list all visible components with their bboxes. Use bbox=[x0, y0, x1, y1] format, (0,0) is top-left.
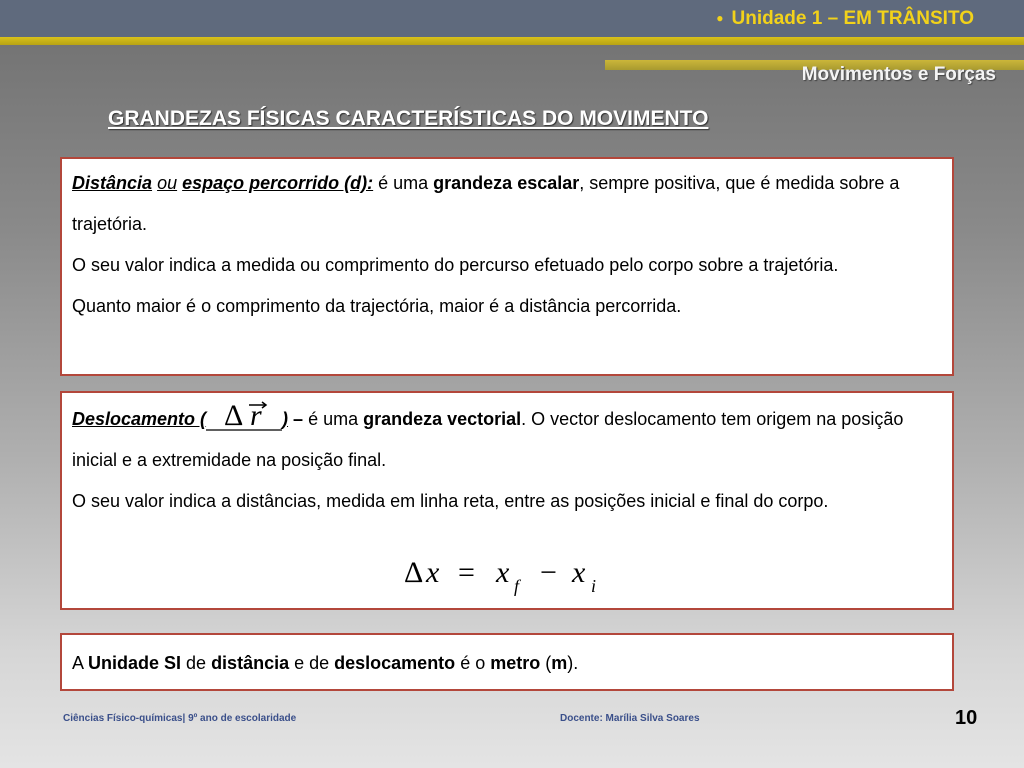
unit-title bbox=[716, 8, 974, 30]
distance-term-alt: espaço percorrido (d): bbox=[182, 173, 374, 193]
distance-box bbox=[60, 157, 954, 376]
si-unit-box bbox=[60, 633, 954, 691]
connector-word: ou bbox=[157, 173, 178, 193]
distance-meaning: O seu valor indica a medida ou comprimento do percurso efetuado pelo corpo sobre a trajetória. bbox=[72, 255, 839, 275]
displacement-formula bbox=[400, 552, 610, 598]
gold-stripe bbox=[0, 37, 1024, 45]
vector-label: grandeza vectorial bbox=[363, 409, 522, 429]
distance-text: é uma bbox=[373, 173, 434, 193]
footer-course: Ciências Físico-químicas| 9º ano de escolaridade bbox=[63, 713, 297, 724]
slide-heading: GRANDEZAS FÍSICAS CARACTERÍSTICAS DO MOVIMENTO bbox=[108, 107, 709, 130]
si-metre: metro bbox=[490, 653, 541, 673]
formula-sub-f: f bbox=[514, 576, 520, 596]
unit-title-text: Unidade 1 – EM TRÂNSITO bbox=[731, 8, 974, 29]
formula-minus: − bbox=[540, 556, 557, 589]
displacement-text: é uma bbox=[308, 409, 364, 429]
distance-text-rest: , sempre positiva, que é medida sobre a trajetória. bbox=[72, 173, 900, 234]
si-text-6: ). bbox=[567, 653, 579, 673]
si-distance: distância bbox=[211, 653, 290, 673]
si-text-3: e de bbox=[289, 653, 335, 673]
displacement-term-close: ) bbox=[282, 409, 289, 429]
si-unit-label: Unidade SI bbox=[88, 653, 182, 673]
formula-xi: x bbox=[572, 556, 586, 589]
si-metre-symbol: m bbox=[551, 653, 568, 673]
formula-sub-i: i bbox=[591, 576, 597, 596]
si-displacement: deslocamento bbox=[334, 653, 456, 673]
delta-glyph: Δ bbox=[224, 399, 244, 431]
scalar-label: grandeza escalar bbox=[433, 173, 580, 193]
page-number: 10 bbox=[955, 707, 978, 729]
distance-term: Distância bbox=[72, 173, 153, 193]
bullet-icon: ● bbox=[716, 11, 724, 25]
si-text-5: ( bbox=[540, 653, 552, 673]
si-text-4: é o bbox=[455, 653, 491, 673]
si-text-1: A bbox=[72, 653, 89, 673]
formula-xf: x bbox=[496, 556, 510, 589]
formula-x: x bbox=[426, 556, 440, 589]
r-glyph: r bbox=[250, 399, 262, 431]
formula-equals: = bbox=[458, 556, 475, 589]
si-text-2: de bbox=[181, 653, 212, 673]
displacement-term-open: Deslocamento ( bbox=[72, 409, 207, 429]
formula-delta: Δ bbox=[404, 556, 424, 589]
distance-comparison: Quanto maior é o comprimento da trajectória, maior é a distância percorrida. bbox=[72, 296, 682, 316]
topic-title: Movimentos e Forças bbox=[801, 64, 996, 85]
displacement-text-rest: . O vector deslocamento tem origem na posição inicial e a extremidade na posição final. bbox=[72, 409, 904, 470]
footer-teacher: Docente: Marília Silva Soares bbox=[560, 713, 700, 724]
displacement-meaning: O seu valor indica a distâncias, medida em linha reta, entre as posições inicial e final do corpo. bbox=[72, 491, 829, 511]
delta-r-symbol bbox=[206, 397, 282, 431]
dash: – bbox=[288, 409, 309, 429]
